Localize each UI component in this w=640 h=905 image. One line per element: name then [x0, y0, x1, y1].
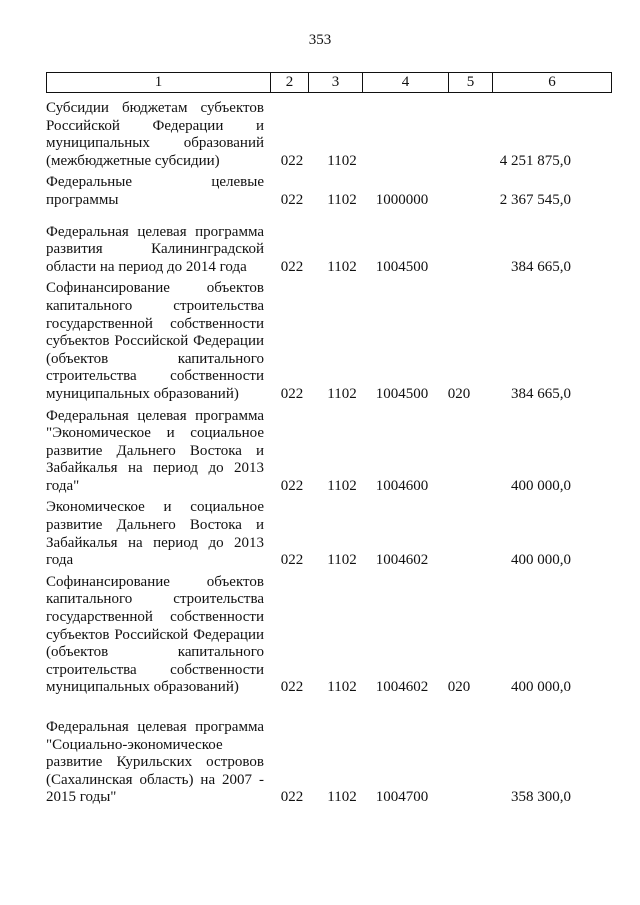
- row-section-code: 1102: [327, 258, 357, 275]
- table-row: [46, 224, 611, 277]
- page-number: 353: [308, 32, 332, 48]
- row-target-code: 1004500: [375, 258, 429, 275]
- row-amount: 400 000,0: [511, 477, 571, 494]
- row-target-code: 1004600: [375, 477, 429, 494]
- row-section-code: 1102: [327, 477, 357, 494]
- row-section-code: 1102: [327, 152, 357, 169]
- row-expense-type: 020: [447, 679, 471, 696]
- row-section-code: 1102: [327, 552, 357, 569]
- table-row: [46, 174, 611, 209]
- column-header-2: 2: [271, 73, 309, 93]
- column-header-table: [46, 72, 612, 93]
- row-ministry-code: 022: [280, 679, 304, 696]
- row-section-code: 1102: [327, 191, 357, 208]
- row-name: Федеральные целевые программы: [46, 174, 264, 208]
- row-amount: 400 000,0: [511, 552, 571, 569]
- table-row: [46, 499, 611, 569]
- row-target-code: 1000000: [375, 191, 429, 208]
- row-target-code: 1004500: [375, 385, 429, 402]
- column-header-3: 3: [309, 73, 363, 93]
- row-ministry-code: 022: [280, 258, 304, 275]
- row-amount: 2 367 545,0: [499, 191, 571, 208]
- row-name: Софинансирование объектов капитального строительства государственной собственности субъектов Российской Федерации (объектов капитального строительства собственности муниципальных образований): [46, 280, 264, 402]
- row-name: Федеральная целевая программа "Экономическое и социальное развитие Дальнего Востока и Забайкалья на период до 2013 года": [46, 407, 264, 494]
- column-header-1: 1: [47, 73, 271, 93]
- table-row: [46, 719, 611, 807]
- column-header-5: 5: [449, 73, 493, 93]
- row-amount: 400 000,0: [511, 679, 571, 696]
- row-name: Экономическое и социальное развитие Дальнего Востока и Забайкалья на период до 2013 года: [46, 499, 264, 569]
- row-section-code: 1102: [327, 385, 357, 402]
- row-amount: 358 300,0: [511, 789, 571, 806]
- column-header-row: [47, 73, 612, 93]
- row-name: Субсидии бюджетам субъектов Российской Федерации и муниципальных образований (межбюджетные субсидии): [46, 100, 264, 169]
- row-section-code: 1102: [327, 679, 357, 696]
- row-amount: 384 665,0: [511, 385, 571, 402]
- row-ministry-code: 022: [280, 552, 304, 569]
- row-ministry-code: 022: [280, 477, 304, 494]
- row-ministry-code: 022: [280, 385, 304, 402]
- row-amount: 4 251 875,0: [499, 152, 571, 169]
- table-row: [46, 408, 611, 496]
- table-row: [46, 100, 611, 170]
- row-ministry-code: 022: [280, 152, 304, 169]
- table-row: [46, 280, 611, 403]
- row-target-code: 1004602: [375, 552, 429, 569]
- budget-rows: [46, 100, 611, 813]
- column-header-4: 4: [363, 73, 449, 93]
- row-ministry-code: 022: [280, 191, 304, 208]
- row-name: Федеральная целевая программа "Социально-экономическое развитие Курильских островов (Сахалинская область) на 2007 - 2015 годы": [46, 719, 264, 806]
- row-section-code: 1102: [327, 789, 357, 806]
- row-expense-type: 020: [447, 385, 471, 402]
- row-name: Федеральная целевая программа развития Калининградской области на период до 2014 года: [46, 223, 264, 275]
- row-amount: 384 665,0: [511, 258, 571, 275]
- table-row: [46, 574, 611, 697]
- row-target-code: 1004700: [375, 789, 429, 806]
- row-name: Софинансирование объектов капитального строительства государственной собственности субъектов Российской Федерации (объектов капитального строительства собственности муниципальных образований): [46, 573, 264, 696]
- row-target-code: 1004602: [375, 679, 429, 696]
- row-ministry-code: 022: [280, 789, 304, 806]
- column-header-6: 6: [493, 73, 612, 93]
